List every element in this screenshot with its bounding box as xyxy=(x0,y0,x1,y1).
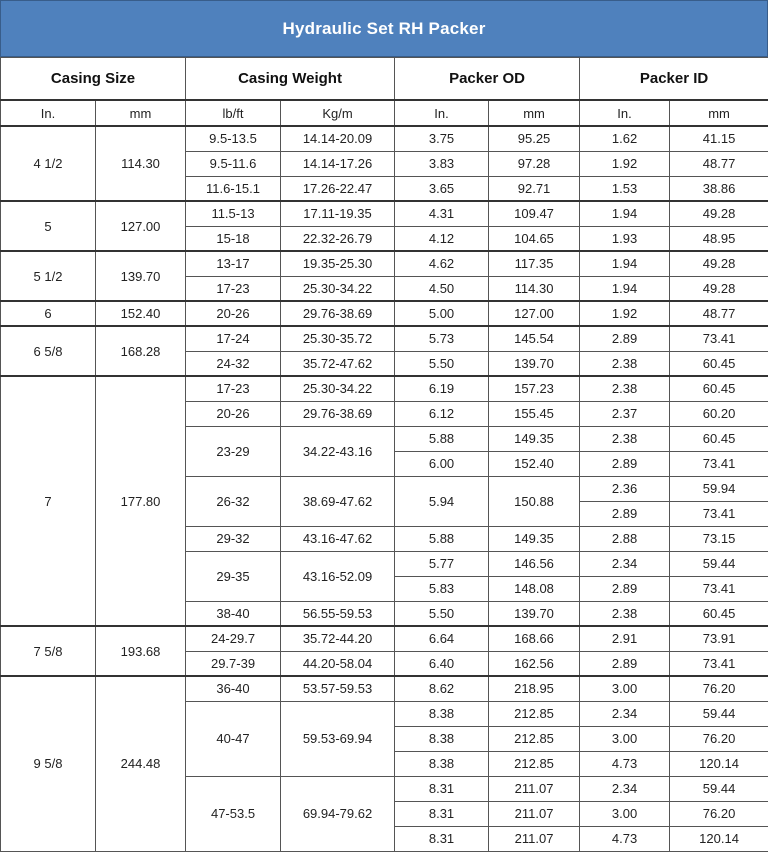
packer-od-in-cell: 6.64 xyxy=(395,626,489,651)
casing-weight-kgm-cell: 43.16-52.09 xyxy=(281,551,395,601)
packer-id-mm-cell: 60.45 xyxy=(670,351,768,376)
packer-od-mm-cell: 114.30 xyxy=(489,276,580,301)
packer-od-in-cell: 5.77 xyxy=(395,551,489,576)
casing-weight-kgm-cell: 35.72-44.20 xyxy=(281,626,395,651)
table-row xyxy=(1,376,768,401)
casing-weight-kgm-cell: 25.30-34.22 xyxy=(281,376,395,401)
packer-id-mm-cell: 76.20 xyxy=(670,676,768,701)
packer-id-in-cell: 2.38 xyxy=(580,376,670,401)
casing-weight-lbft-cell: 20-26 xyxy=(186,301,281,326)
packer-od-in-cell: 8.62 xyxy=(395,676,489,701)
packer-id-in-cell: 1.92 xyxy=(580,301,670,326)
packer-id-mm-cell: 120.14 xyxy=(670,826,768,851)
packer-od-mm-cell: 212.85 xyxy=(489,751,580,776)
packer-od-in-cell: 8.31 xyxy=(395,826,489,851)
packer-id-mm-cell: 73.41 xyxy=(670,326,768,351)
casing-weight-lbft-cell: 11.6-15.1 xyxy=(186,176,281,201)
unit-header: lb/ft xyxy=(186,100,281,126)
packer-id-mm-cell: 48.95 xyxy=(670,226,768,251)
casing-weight-kgm-cell: 38.69-47.62 xyxy=(281,476,395,526)
packer-id-in-cell: 2.38 xyxy=(580,601,670,626)
packer-od-in-cell: 5.94 xyxy=(395,476,489,526)
packer-od-mm-cell: 109.47 xyxy=(489,201,580,226)
packer-od-mm-cell: 212.85 xyxy=(489,726,580,751)
packer-id-in-cell: 2.34 xyxy=(580,776,670,801)
packer-id-in-cell: 4.73 xyxy=(580,751,670,776)
packer-od-in-cell: 3.75 xyxy=(395,126,489,151)
packer-id-mm-cell: 59.44 xyxy=(670,551,768,576)
packer-id-mm-cell: 76.20 xyxy=(670,801,768,826)
packer-id-in-cell: 1.94 xyxy=(580,251,670,276)
casing-size-mm-cell: 193.68 xyxy=(96,626,186,676)
casing-size-in-cell: 9 5/8 xyxy=(1,676,96,851)
packer-od-mm-cell: 95.25 xyxy=(489,126,580,151)
casing-weight-kgm-cell: 17.26-22.47 xyxy=(281,176,395,201)
packer-id-mm-cell: 49.28 xyxy=(670,251,768,276)
casing-size-mm-cell: 139.70 xyxy=(96,251,186,301)
packer-id-mm-cell: 59.94 xyxy=(670,476,768,501)
packer-id-in-cell: 2.91 xyxy=(580,626,670,651)
packer-id-mm-cell: 60.45 xyxy=(670,426,768,451)
packer-od-mm-cell: 146.56 xyxy=(489,551,580,576)
casing-weight-lbft-cell: 9.5-13.5 xyxy=(186,126,281,151)
unit-header: mm xyxy=(96,100,186,126)
unit-header: In. xyxy=(395,100,489,126)
packer-od-mm-cell: 150.88 xyxy=(489,476,580,526)
packer-od-mm-cell: 139.70 xyxy=(489,601,580,626)
casing-weight-lbft-cell: 20-26 xyxy=(186,401,281,426)
packer-id-in-cell: 1.94 xyxy=(580,201,670,226)
packer-od-mm-cell: 211.07 xyxy=(489,801,580,826)
packer-od-mm-cell: 149.35 xyxy=(489,426,580,451)
casing-weight-lbft-cell: 24-32 xyxy=(186,351,281,376)
table-body xyxy=(1,126,768,851)
casing-weight-lbft-cell: 15-18 xyxy=(186,226,281,251)
casing-weight-kgm-cell: 25.30-35.72 xyxy=(281,326,395,351)
packer-spec-table xyxy=(0,57,768,852)
packer-od-in-cell: 5.73 xyxy=(395,326,489,351)
packer-od-in-cell: 5.88 xyxy=(395,526,489,551)
packer-id-mm-cell: 49.28 xyxy=(670,276,768,301)
casing-weight-kgm-cell: 25.30-34.22 xyxy=(281,276,395,301)
packer-id-mm-cell: 120.14 xyxy=(670,751,768,776)
casing-weight-kgm-cell: 69.94-79.62 xyxy=(281,776,395,851)
casing-weight-lbft-cell: 29.7-39 xyxy=(186,651,281,676)
packer-od-in-cell: 4.12 xyxy=(395,226,489,251)
packer-id-in-cell: 2.37 xyxy=(580,401,670,426)
packer-od-in-cell: 5.83 xyxy=(395,576,489,601)
packer-od-in-cell: 6.40 xyxy=(395,651,489,676)
casing-weight-kgm-cell: 14.14-17.26 xyxy=(281,151,395,176)
packer-id-mm-cell: 73.15 xyxy=(670,526,768,551)
unit-header: In. xyxy=(1,100,96,126)
unit-header: Kg/m xyxy=(281,100,395,126)
packer-od-mm-cell: 97.28 xyxy=(489,151,580,176)
casing-weight-lbft-cell: 26-32 xyxy=(186,476,281,526)
packer-id-in-cell: 2.89 xyxy=(580,651,670,676)
packer-id-mm-cell: 73.41 xyxy=(670,576,768,601)
packer-id-mm-cell: 38.86 xyxy=(670,176,768,201)
packer-od-mm-cell: 155.45 xyxy=(489,401,580,426)
packer-od-in-cell: 6.00 xyxy=(395,451,489,476)
packer-od-mm-cell: 139.70 xyxy=(489,351,580,376)
casing-weight-lbft-cell: 23-29 xyxy=(186,426,281,476)
packer-od-mm-cell: 211.07 xyxy=(489,826,580,851)
packer-id-in-cell: 2.89 xyxy=(580,451,670,476)
casing-weight-kgm-cell: 29.76-38.69 xyxy=(281,301,395,326)
casing-weight-lbft-cell: 13-17 xyxy=(186,251,281,276)
casing-weight-lbft-cell: 38-40 xyxy=(186,601,281,626)
packer-id-mm-cell: 73.41 xyxy=(670,501,768,526)
packer-od-mm-cell: 117.35 xyxy=(489,251,580,276)
packer-od-mm-cell: 168.66 xyxy=(489,626,580,651)
casing-weight-lbft-cell: 36-40 xyxy=(186,676,281,701)
table-row xyxy=(1,326,768,351)
packer-id-in-cell: 2.34 xyxy=(580,551,670,576)
casing-weight-lbft-cell: 9.5-11.6 xyxy=(186,151,281,176)
table-row xyxy=(1,126,768,151)
packer-id-mm-cell: 76.20 xyxy=(670,726,768,751)
casing-weight-kgm-cell: 53.57-59.53 xyxy=(281,676,395,701)
casing-weight-lbft-cell: 17-23 xyxy=(186,276,281,301)
packer-od-mm-cell: 211.07 xyxy=(489,776,580,801)
packer-id-in-cell: 1.94 xyxy=(580,276,670,301)
casing-size-mm-cell: 168.28 xyxy=(96,326,186,376)
packer-od-mm-cell: 157.23 xyxy=(489,376,580,401)
casing-weight-lbft-cell: 40-47 xyxy=(186,701,281,776)
casing-weight-lbft-cell: 11.5-13 xyxy=(186,201,281,226)
group-header-row xyxy=(1,58,768,101)
header-packer-id: Packer ID xyxy=(580,58,768,101)
packer-od-in-cell: 8.38 xyxy=(395,701,489,726)
packer-od-in-cell: 8.38 xyxy=(395,751,489,776)
table-row xyxy=(1,201,768,226)
packer-id-mm-cell: 59.44 xyxy=(670,776,768,801)
header-casing-weight: Casing Weight xyxy=(186,58,395,101)
casing-size-in-cell: 7 xyxy=(1,376,96,626)
casing-size-in-cell: 5 1/2 xyxy=(1,251,96,301)
packer-od-in-cell: 4.50 xyxy=(395,276,489,301)
header-packer-od: Packer OD xyxy=(395,58,580,101)
packer-od-in-cell: 5.00 xyxy=(395,301,489,326)
packer-id-mm-cell: 41.15 xyxy=(670,126,768,151)
packer-id-in-cell: 1.62 xyxy=(580,126,670,151)
packer-id-in-cell: 1.53 xyxy=(580,176,670,201)
packer-od-mm-cell: 149.35 xyxy=(489,526,580,551)
casing-weight-kgm-cell: 14.14-20.09 xyxy=(281,126,395,151)
casing-weight-lbft-cell: 17-23 xyxy=(186,376,281,401)
casing-weight-kgm-cell: 34.22-43.16 xyxy=(281,426,395,476)
packer-od-mm-cell: 148.08 xyxy=(489,576,580,601)
packer-od-in-cell: 6.19 xyxy=(395,376,489,401)
packer-od-mm-cell: 145.54 xyxy=(489,326,580,351)
casing-size-in-cell: 7 5/8 xyxy=(1,626,96,676)
casing-size-mm-cell: 127.00 xyxy=(96,201,186,251)
packer-id-in-cell: 2.38 xyxy=(580,426,670,451)
casing-weight-lbft-cell: 47-53.5 xyxy=(186,776,281,851)
packer-id-in-cell: 1.93 xyxy=(580,226,670,251)
packer-id-mm-cell: 73.41 xyxy=(670,651,768,676)
unit-header-row xyxy=(1,100,768,126)
casing-weight-kgm-cell: 56.55-59.53 xyxy=(281,601,395,626)
casing-weight-kgm-cell: 19.35-25.30 xyxy=(281,251,395,276)
casing-size-in-cell: 6 xyxy=(1,301,96,326)
packer-id-in-cell: 2.88 xyxy=(580,526,670,551)
packer-id-in-cell: 2.38 xyxy=(580,351,670,376)
casing-weight-kgm-cell: 59.53-69.94 xyxy=(281,701,395,776)
packer-id-mm-cell: 60.20 xyxy=(670,401,768,426)
packer-od-in-cell: 3.65 xyxy=(395,176,489,201)
packer-od-in-cell: 8.31 xyxy=(395,776,489,801)
packer-id-in-cell: 4.73 xyxy=(580,826,670,851)
packer-id-mm-cell: 48.77 xyxy=(670,151,768,176)
header-casing-size: Casing Size xyxy=(1,58,186,101)
packer-id-in-cell: 3.00 xyxy=(580,676,670,701)
table-row xyxy=(1,251,768,276)
packer-id-in-cell: 3.00 xyxy=(580,726,670,751)
casing-size-in-cell: 5 xyxy=(1,201,96,251)
packer-id-in-cell: 2.34 xyxy=(580,701,670,726)
packer-id-in-cell: 3.00 xyxy=(580,801,670,826)
packer-od-in-cell: 5.50 xyxy=(395,601,489,626)
casing-size-mm-cell: 152.40 xyxy=(96,301,186,326)
casing-weight-kgm-cell: 17.11-19.35 xyxy=(281,201,395,226)
casing-weight-lbft-cell: 29-32 xyxy=(186,526,281,551)
packer-id-in-cell: 2.89 xyxy=(580,501,670,526)
casing-weight-lbft-cell: 24-29.7 xyxy=(186,626,281,651)
packer-od-in-cell: 4.62 xyxy=(395,251,489,276)
packer-id-in-cell: 2.36 xyxy=(580,476,670,501)
packer-od-in-cell: 4.31 xyxy=(395,201,489,226)
casing-weight-kgm-cell: 35.72-47.62 xyxy=(281,351,395,376)
packer-id-mm-cell: 60.45 xyxy=(670,376,768,401)
packer-id-mm-cell: 49.28 xyxy=(670,201,768,226)
packer-od-mm-cell: 104.65 xyxy=(489,226,580,251)
casing-size-mm-cell: 114.30 xyxy=(96,126,186,201)
casing-size-in-cell: 4 1/2 xyxy=(1,126,96,201)
casing-weight-kgm-cell: 29.76-38.69 xyxy=(281,401,395,426)
packer-id-mm-cell: 48.77 xyxy=(670,301,768,326)
table-title: Hydraulic Set RH Packer xyxy=(0,0,768,57)
casing-weight-kgm-cell: 22.32-26.79 xyxy=(281,226,395,251)
packer-id-mm-cell: 73.91 xyxy=(670,626,768,651)
packer-id-mm-cell: 60.45 xyxy=(670,601,768,626)
packer-od-mm-cell: 212.85 xyxy=(489,701,580,726)
packer-id-mm-cell: 73.41 xyxy=(670,451,768,476)
casing-size-mm-cell: 177.80 xyxy=(96,376,186,626)
packer-id-mm-cell: 59.44 xyxy=(670,701,768,726)
unit-header: In. xyxy=(580,100,670,126)
packer-od-mm-cell: 92.71 xyxy=(489,176,580,201)
packer-od-in-cell: 3.83 xyxy=(395,151,489,176)
packer-id-in-cell: 1.92 xyxy=(580,151,670,176)
casing-weight-lbft-cell: 29-35 xyxy=(186,551,281,601)
packer-od-mm-cell: 127.00 xyxy=(489,301,580,326)
table-row xyxy=(1,301,768,326)
unit-header: mm xyxy=(670,100,768,126)
table-row xyxy=(1,676,768,701)
packer-od-in-cell: 5.88 xyxy=(395,426,489,451)
packer-od-mm-cell: 152.40 xyxy=(489,451,580,476)
casing-size-mm-cell: 244.48 xyxy=(96,676,186,851)
packer-od-in-cell: 8.38 xyxy=(395,726,489,751)
packer-od-in-cell: 8.31 xyxy=(395,801,489,826)
packer-od-in-cell: 5.50 xyxy=(395,351,489,376)
unit-header: mm xyxy=(489,100,580,126)
packer-od-mm-cell: 218.95 xyxy=(489,676,580,701)
casing-weight-lbft-cell: 17-24 xyxy=(186,326,281,351)
packer-od-in-cell: 6.12 xyxy=(395,401,489,426)
packer-id-in-cell: 2.89 xyxy=(580,326,670,351)
packer-id-in-cell: 2.89 xyxy=(580,576,670,601)
packer-od-mm-cell: 162.56 xyxy=(489,651,580,676)
casing-size-in-cell: 6 5/8 xyxy=(1,326,96,376)
table-row xyxy=(1,626,768,651)
casing-weight-kgm-cell: 44.20-58.04 xyxy=(281,651,395,676)
casing-weight-kgm-cell: 43.16-47.62 xyxy=(281,526,395,551)
